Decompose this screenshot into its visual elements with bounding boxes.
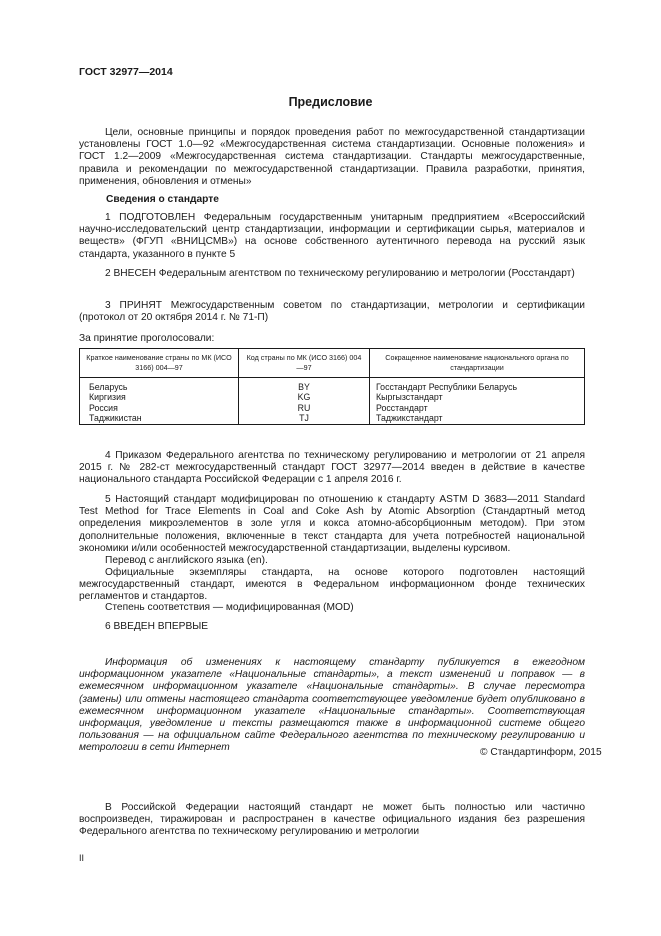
- intro-paragraph: Цели, основные принципы и порядок проведения работ по межгосударственной стандартизации установлены ГОСТ 1.0—92 «Межгосударственная система стандартизации. Основные положения» и ГОСТ 1.2—2009 «Межгосударственная система стандартизации. Стандарты межгосударственные, правила и рекомендации по межгосударственной стандартизации. Правила разработки, принятия, применения, обновления и отмены»: [79, 127, 585, 187]
- section-title: Сведения о стандарте: [106, 194, 219, 205]
- item-6-paragraph: 6 ВВЕДЕН ВПЕРВЫЕ: [105, 621, 209, 632]
- conformity-degree: Степень соответствия — модифицированная (MOD): [105, 602, 354, 613]
- item-2-paragraph: 2 ВНЕСЕН Федеральным агентством по техническому регулированию и метрологии (Росстандарт): [105, 268, 575, 279]
- table-cell-body: Кыргызстандарт: [370, 392, 585, 402]
- table-cell-code: TJ: [239, 413, 370, 425]
- table-row: [80, 413, 585, 425]
- table-row: [80, 392, 585, 402]
- table-cell-code: KG: [239, 392, 370, 402]
- copyright: © Стандартинформ, 2015: [480, 747, 602, 758]
- table-header-country: Краткое наименование страны по МК (ИСО 3166) 004—97: [80, 349, 239, 378]
- table-header-code: Код страны по МК (ИСО 3166) 004—97: [239, 349, 370, 378]
- table-cell-country: Беларусь: [80, 378, 239, 393]
- table-cell-code: BY: [239, 378, 370, 393]
- table-header-body: Сокращенное наименование национального органа по стандартизации: [370, 349, 585, 378]
- table-cell-body: Таджикстандарт: [370, 413, 585, 425]
- item-4-paragraph: 4 Приказом Федерального агентства по техническому регулированию и метрологии от 21 апреля 2015 г. № 282-ст межгосударственный стандарт ГОСТ 32977—2014 введен в действие в качестве национального стандарта Российской Федерации с 1 апреля 2016 г.: [79, 450, 585, 486]
- table-row: [80, 403, 585, 413]
- item-5-paragraph: 5 Настоящий стандарт модифицирован по отношению к стандарту ASTM D 3683—2011 Standard Test Method for Trace Elements in Coal and Coke Ash by Atomic Absorption (Стандартный метод определения микроэлементов в золе угля и кокса атомно-абсорбционным методом). При этом дополнительные положения, включенные в текст стандарта для учета потребностей национальной экономики и/или особенностей межгосударственной стандартизации, выделены курсивом.: [79, 494, 585, 554]
- reproduction-notice: В Российской Федерации настоящий стандарт не может быть полностью или частично воспроизведен, тиражирован и распространен в качестве официального издания без разрешения Федерального агентства по техническому регулированию и метрологии: [79, 802, 585, 838]
- votes-intro: За принятие проголосовали:: [79, 333, 215, 344]
- item-1-paragraph: 1 ПОДГОТОВЛЕН Федеральным государственным унитарным предприятием «Всероссийский научно-исследовательский центр стандартизации, информации и сертификации сырья, материалов и веществ» (ФГУП «ВНИЦСМВ») на основе собственного аутентичного перевода на русский язык стандарта, указанного в пункте 5: [79, 212, 585, 260]
- table-cell-code: RU: [239, 403, 370, 413]
- table-cell-body: Госстандарт Республики Беларусь: [370, 378, 585, 393]
- item-3-paragraph: 3 ПРИНЯТ Межгосударственным советом по стандартизации, метрологии и сертификации (протокол от 20 октября 2014 г. № 71-П): [79, 300, 585, 324]
- official-copies-note: Официальные экземпляры стандарта, на основе которого подготовлен настоящий межгосударственный стандарт, имеются в Федеральном информационном фонде технических регламентов и стандартов.: [79, 567, 585, 603]
- changes-notice: Информация об изменениях к настоящему стандарту публикуется в ежегодном информационном указателе «Национальные стандарты», а текст изменений и поправок — в ежемесячном информационном указателе «Национальные стандарты». В случае пересмотра (замены) или отмены настоящего стандарта соответствующее уведомление будет опубликовано в ежемесячном информационном указателе «Национальные стандарты». Соответствующая информация, уведомление и тексты размещаются также в информационной системе общего пользования — на официальном сайте Федерального агентства по техническому регулированию и метрологии в сети Интернет: [79, 657, 585, 754]
- page-number: II: [79, 853, 85, 863]
- table-cell-body: Росстандарт: [370, 403, 585, 413]
- table-header-row: [80, 349, 585, 378]
- page-title: Предисловие: [288, 95, 373, 109]
- translation-note: Перевод с английского языка (en).: [105, 555, 268, 566]
- table-row: [80, 378, 585, 393]
- table-cell-country: Киргизия: [80, 392, 239, 402]
- votes-table: [79, 348, 585, 425]
- table-cell-country: Россия: [80, 403, 239, 413]
- document-id: ГОСТ 32977—2014: [79, 66, 173, 78]
- table-cell-country: Таджикистан: [80, 413, 239, 425]
